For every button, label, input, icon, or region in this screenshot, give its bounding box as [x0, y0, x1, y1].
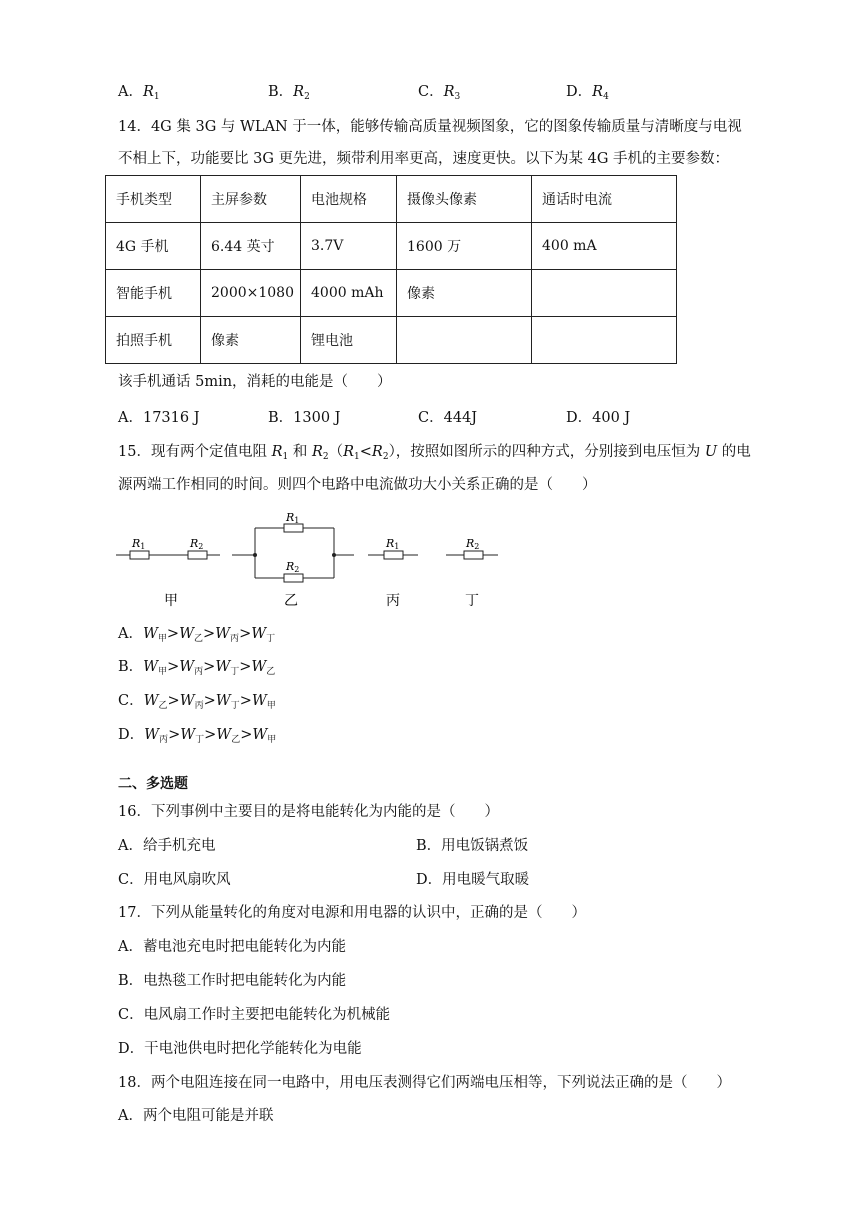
- q15-stem-line2: 源两端工作相同的时间。则四个电路中电流做功大小关系正确的是（ ）: [118, 477, 597, 493]
- q14-option-a: A．17316 J: [118, 410, 200, 426]
- resistor-r2: [284, 574, 303, 582]
- resistor-r2: [188, 551, 207, 559]
- table-row: 4G 手机 6.44 英寸 3.7V 1600 万 400 mA: [106, 223, 677, 270]
- q17-stem: 17．下列从能量转化的角度对电源和用电器的认识中，正确的是（ ）: [118, 905, 586, 921]
- circuit-bing: [368, 537, 418, 559]
- resistor-r1: [284, 524, 303, 532]
- q16-option-d: D．用电暖气取暖: [416, 872, 530, 888]
- q16-option-c: C．用电风扇吹风: [118, 872, 231, 888]
- q17-option-b: B．电热毯工作时把电能转化为内能: [118, 973, 347, 989]
- q16-option-b: B．用电饭锅煮饭: [416, 838, 529, 854]
- resistor-r1: [130, 551, 149, 559]
- label-r1: R1: [132, 537, 146, 551]
- circuit-yi: [232, 511, 354, 582]
- q15-option-d: D．$W_丙>W_丁>W_乙>W_甲$: [118, 727, 277, 745]
- q14-option-d: D．400 J: [566, 410, 631, 426]
- label-r1: R1: [386, 537, 400, 551]
- circuit-jia: [116, 537, 220, 559]
- q16-stem: 16．下列事例中主要目的是将电能转化为内能的是（ ）: [118, 804, 499, 820]
- table-row: 手机类型 主屏参数 电池规格 摄像头像素 通话时电流: [106, 176, 677, 223]
- q13-option-c: C．$R_3$: [418, 84, 461, 102]
- q15-option-c: C．$W_乙>W_丙>W_丁>W_甲$: [118, 693, 276, 711]
- phone-spec-table: [105, 175, 677, 364]
- resistor-r2: [464, 551, 483, 559]
- circuit-ding: [446, 537, 498, 559]
- q14-option-c: C．444J: [418, 410, 478, 426]
- q13-option-d: D．$R_4$: [566, 84, 609, 102]
- table-row: 智能手机 2000×1080 4000 mAh 像素: [106, 270, 677, 317]
- caption-yi: 乙: [284, 593, 298, 609]
- q13-option-a: A．$R_1$: [118, 84, 160, 102]
- q15-circuit-figure: [110, 500, 510, 610]
- caption-bing: 丙: [386, 593, 400, 609]
- q14-option-b: B．1300 J: [268, 410, 341, 426]
- q14-stem-line2: 不相上下，功能要比 3G 更先进，频带利用率更高，速度更快。以下为某 4G 手机的主要参数：: [118, 151, 730, 167]
- q13-option-b: B．$R_2$: [268, 84, 310, 102]
- label-r1: R1: [286, 511, 300, 525]
- q17-option-d: D．干电池供电时把化学能转化为电能: [118, 1041, 362, 1057]
- q14-stem-line1: 14．4G 集 3G 与 WLAN 于一体，能够传输高质量视频图象，它的图象传输质量与清晰度与电视: [118, 119, 742, 135]
- q18-stem: 18．两个电阻连接在同一电路中，用电压表测得它们两端电压相等，下列说法正确的是（ ）: [118, 1075, 731, 1091]
- label-r2: R2: [466, 537, 480, 551]
- resistor-r1: [384, 551, 403, 559]
- q17-option-a: A．蓄电池充电时把电能转化为内能: [118, 939, 346, 955]
- caption-ding: 丁: [465, 593, 479, 609]
- q15-stem-line1: 15．现有两个定值电阻 $R_1$ 和 $R_2(R_1<R_2)$，按照如图所示的四种方式，分别接到电压恒为 U 的电: [118, 444, 751, 462]
- q15-option-a: A．$W_甲>W_乙>W_丙>W_丁$: [118, 626, 276, 644]
- table-row: 拍照手机 像素 锂电池: [106, 317, 677, 364]
- q15-option-b: B．$W_甲>W_丙>W_丁>W_乙$: [118, 659, 276, 677]
- label-r2: R2: [190, 537, 204, 551]
- label-r2: R2: [286, 560, 300, 574]
- q16-option-a: A．给手机充电: [118, 838, 216, 854]
- caption-jia: 甲: [164, 593, 178, 609]
- q18-option-a: A．两个电阻可能是并联: [118, 1108, 274, 1124]
- q14-question: 该手机通话 5min，消耗的电能是（ ）: [118, 374, 392, 390]
- section-heading: 二、多选题: [118, 776, 188, 792]
- q17-option-c: C．电风扇工作时主要把电能转化为机械能: [118, 1007, 391, 1023]
